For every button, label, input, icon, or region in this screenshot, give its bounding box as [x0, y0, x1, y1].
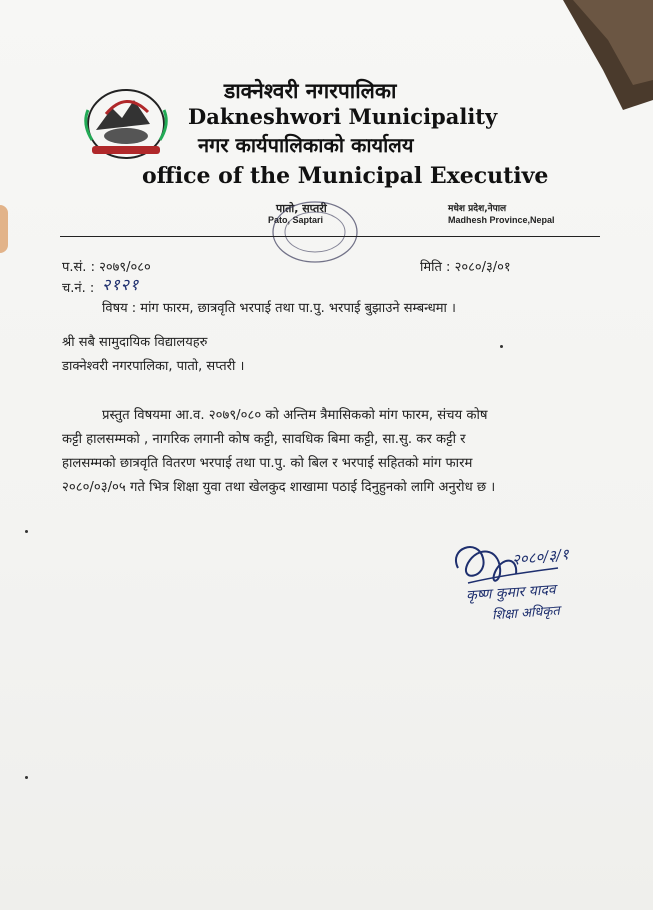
body-line: हालसम्मको छात्रवृति वितरण भरपाई तथा पा.पु. को बिल र भरपाई सहितको मांग फारम — [62, 456, 473, 471]
office-stamp — [268, 198, 362, 266]
address-nepali: पातो, सप्तरी — [276, 202, 327, 215]
municipality-name-english: Dakneshwori Municipality — [188, 104, 498, 129]
nepal-emblem-icon — [78, 80, 174, 168]
body-line: कट्टी हालसम्मको , नागरिक लगानी कोष कट्टी, सावधिक बिमा कट्टी, सा.सु. कर कट्टी र — [62, 432, 466, 447]
body-line: प्रस्तुत विषयमा आ.व. २०७९/०८० को अन्तिम त्रैमासिकको मांग फारम, संचय कोष — [102, 408, 488, 423]
recipient-line-2: डाक्नेश्वरी नगरपालिका, पातो, सप्तरी । — [62, 359, 245, 374]
scan-speck — [25, 776, 28, 779]
recipient-line-1: श्री सबै सामुदायिक विद्यालयहरु — [62, 335, 208, 350]
office-name-english: office of the Municipal Executive — [142, 163, 549, 189]
letter-body — [62, 404, 578, 500]
address-english: Pato, Saptari — [268, 215, 324, 225]
letter-subject: विषय : मांग फारम, छात्रवृति भरपाई तथा पा.पु. भरपाई बुझाउने सम्बन्धमा । — [102, 301, 456, 316]
province-nepali: मधेश प्रदेश,नेपाल — [448, 204, 507, 214]
dispatch-number: २१२१ — [102, 275, 140, 294]
photo-corner-shadow — [503, 0, 653, 110]
scan-speck — [500, 345, 503, 348]
municipality-name-nepali: डाक्नेश्वरी नगरपालिका — [224, 79, 397, 103]
province-english: Madhesh Province,Nepal — [448, 215, 555, 225]
body-line: २०८०/०३/०५ गते भित्र शिक्षा युवा तथा खेलकुद शाखामा पठाई दिनुहुनको लागि अनुरोध छ । — [62, 480, 496, 495]
signature-date: २०८०/३/१ — [511, 545, 570, 569]
header-divider — [60, 236, 600, 237]
signatory-name: कृष्ण कुमार यादव — [465, 581, 557, 605]
edge-finger — [0, 205, 8, 253]
office-name-nepali: नगर कार्यपालिकाको कार्यालय — [198, 133, 414, 157]
dispatch-number-label: च.नं. : — [62, 281, 95, 296]
letter-date: मिति : २०८०/३/०१ — [420, 260, 511, 275]
fiscal-year: प.सं. : २०७९/०८० — [62, 260, 151, 275]
scan-speck — [25, 530, 28, 533]
signatory-title: शिक्षा अधिकृत — [491, 603, 561, 624]
